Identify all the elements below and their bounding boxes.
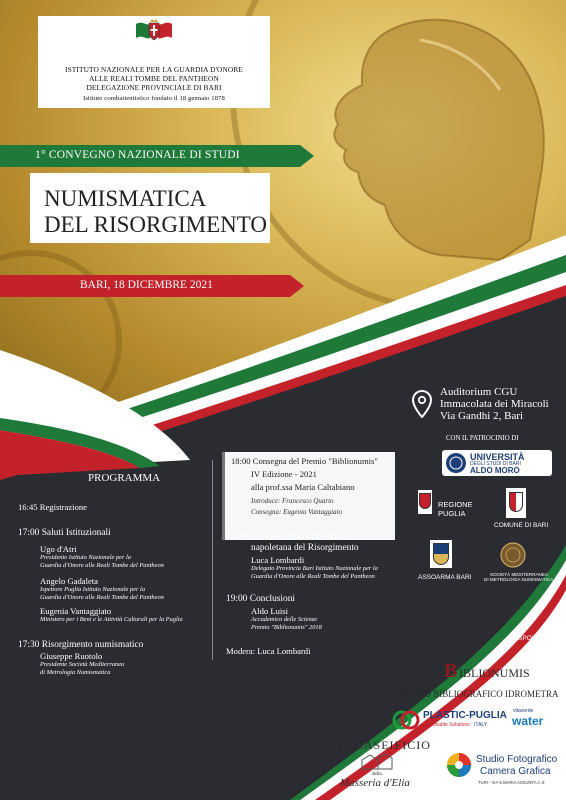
speaker-vantaggiato: Eugenia Vantaggiato: [40, 606, 112, 616]
camera-grafica-icon: [446, 752, 472, 778]
title-box: [30, 173, 270, 243]
speaker-datri-role-1: Presidente Istituto Nazionale per la: [40, 554, 131, 561]
farmhouse-icon: [360, 752, 394, 770]
institute-header: [38, 16, 270, 108]
biblionumis-initial: B: [444, 660, 458, 682]
regione-puglia-logo: [418, 490, 432, 514]
conclusioni-heading: 19:00 Conclusioni: [226, 594, 296, 604]
speaker-lombardi-role-1: Delegato Provincia Bari Istituto Nazionale per la: [251, 565, 378, 572]
foto-line-2: Camera Grafica: [480, 766, 551, 777]
caseificio-line-1: IL CASEIFICIO: [338, 738, 431, 752]
foto-line-3: TURI - VIA S.MARIA ASSUNTA n. 8: [478, 780, 545, 785]
speaker-gadaleta: Angelo Gadaleta: [40, 576, 98, 586]
premio-introduce: Introduce: Francesco Quarto: [251, 497, 334, 505]
assoarma-logo: [430, 540, 452, 568]
location-pin-icon: [412, 390, 432, 418]
venue-line-3: Via Gandhi 2, Bari: [440, 410, 524, 422]
header-line-4: Istituto combattentistico fondato il 18 gennaio 1878: [83, 95, 225, 102]
speaker-vantaggiato-role: Ministero per i Beni e le Attività Culturali per la Puglia: [40, 616, 183, 623]
biblionumis-name: IBLIONUMIS: [459, 666, 530, 680]
studio-bibliografico: STUDIO BIBLIOGRAFICO IDROMETRA: [398, 689, 559, 699]
speaker-luisi: Aldo Luisi: [251, 606, 289, 616]
caseificio-line-3: Masseria d'Elia: [340, 777, 410, 789]
letteratura-heading-2: napoletana del Risorgimento: [251, 543, 359, 553]
registrazione: 16:45 Registrazione: [18, 502, 87, 512]
header-line-1: ISTITUTO NAZIONALE PER LA GUARDIA D'ONORE: [65, 65, 243, 74]
speaker-ruotolo-role-2: di Metrologia Numismatica: [40, 669, 111, 676]
programma-heading: PROGRAMMA: [88, 472, 161, 484]
assoarma-label: ASSOARMA BARI: [418, 574, 472, 581]
speaker-datri-role-2: Guardia d'Onore alle Reali Tombe del Pantheon: [40, 562, 164, 569]
speaker-datri: Ugo d'Atri: [40, 544, 77, 554]
regione-line-1: REGIONE: [438, 500, 473, 509]
plastic-puglia-italy: ITALY: [474, 722, 488, 728]
plastic-puglia-name: PLASTIC-PUGLIA: [423, 710, 507, 721]
foto-line-1: Studio Fotografico: [476, 754, 558, 765]
header-line-3: DELEGAZIONE PROVINCIALE DI BARI: [86, 83, 222, 92]
regione-line-2: PUGLIA: [438, 509, 466, 518]
biblionumis-logo: [444, 662, 556, 684]
uniba-line-3: ALDO MORO: [470, 466, 520, 475]
speaker-gadaleta-role-2: Guardia d'Onore alle Reali Tombe del Pantheon: [40, 594, 164, 601]
risorgimento-heading: 17:30 Risorgimento numismatico: [18, 640, 144, 650]
date-band: [0, 275, 290, 297]
vitaverde-label: vitaverde: [513, 708, 534, 714]
sponsor-label: SPONSOR: [518, 635, 551, 642]
venue-line-1: Auditorium CGU: [440, 386, 518, 398]
letteratura-heading-1: 18:30 La letteratura numismatica: [226, 532, 351, 542]
comune-label: COMUNE DI BARI: [494, 522, 549, 529]
speaker-lombardi-role-2: Guardia d'Onore alle Reali Tombe del Pantheon: [251, 573, 375, 580]
societa-line-1: SOCIETÀ MEDITERRANEA: [490, 572, 548, 577]
premio-heading: 18:00 Consegna del Premio "Biblionumis": [231, 456, 378, 466]
uniba-line-2: DEGLI STUDI DI BARI: [470, 461, 521, 467]
water-logo: water: [512, 714, 544, 728]
premio-consegna: Consegna: Eugenia Vantaggiato: [251, 508, 342, 516]
plastic-puglia-icon: [392, 708, 420, 732]
comune-shield-icon: [509, 492, 523, 512]
societa-line-2: DI METROLOGIA NUMISMATICA: [484, 577, 554, 582]
savoy-crest-icon: [134, 18, 174, 42]
speaker-luisi-role-2: Premio "Biblionumis" 2018: [251, 624, 322, 631]
title-line-2: DEL RISORGIMENTO: [44, 212, 267, 237]
convegno-label: 1° CONVEGNO NAZIONALE DI STUDI: [35, 149, 240, 161]
saluti-heading: 17:00 Saluti Istituzionali: [18, 528, 111, 538]
moderator: Modera: Luca Lombardi: [226, 646, 311, 656]
program-divider: [212, 460, 213, 660]
speaker-ruotolo-role-1: Presidente Società Mediterranea: [40, 661, 125, 668]
premio-recipient: alla prof.ssa Maria Caltabiano: [251, 482, 355, 492]
patrocinio-label: CON IL PATROCINIO DI: [446, 435, 519, 442]
uniba-logo: [442, 450, 552, 476]
societa-coin-icon: [500, 542, 526, 568]
speaker-gadaleta-role-1: Ispettore Puglia Istituto Nazionale per la: [40, 586, 146, 593]
title-line-1: NUMISMATICA: [44, 186, 207, 211]
event-date: BARI, 18 DICEMBRE 2021: [80, 279, 213, 291]
convegno-band: [0, 145, 300, 167]
regione-shield-icon: [419, 493, 431, 509]
header-line-2: ALLE REALI TOMBE DEL PANTHEON: [89, 74, 219, 83]
premio-edizione: IV Edizione - 2021: [251, 469, 317, 479]
assoarma-shield-icon: [433, 543, 449, 565]
premio-card: [222, 452, 395, 540]
comune-bari-logo: [506, 488, 526, 518]
venue-line-2: Immacolata dei Miracoli: [440, 398, 549, 410]
plastic-puglia-sub: Disposable Solutions: [423, 722, 470, 728]
speaker-lombardi: Luca Lombardi: [251, 555, 305, 565]
caseificio-line-2: della: [372, 772, 382, 777]
uniba-line-1: UNIVERSITÀ: [470, 452, 525, 462]
speaker-luisi-role-1: Accademico delle Scienze: [251, 616, 318, 623]
speaker-ruotolo: Giuseppe Ruotolo: [40, 651, 103, 661]
uniba-seal-icon: [445, 452, 467, 474]
